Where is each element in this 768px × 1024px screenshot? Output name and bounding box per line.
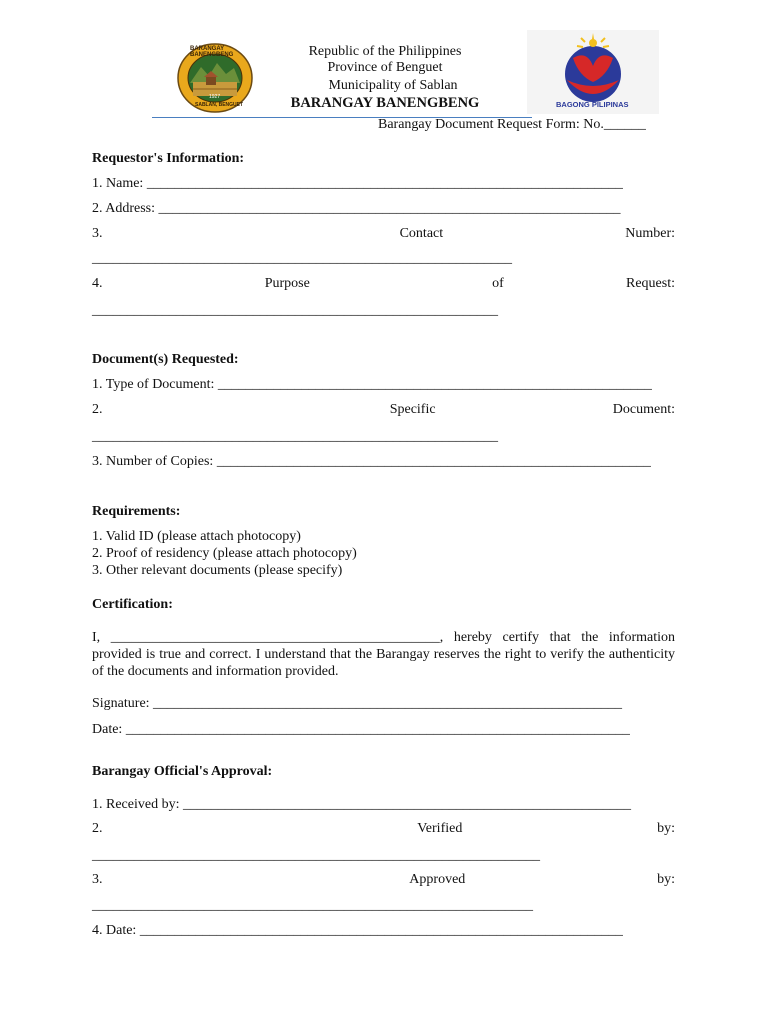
documents-heading: Document(s) Requested: (92, 352, 239, 367)
signature-field[interactable]: Signature: ___________________________________________________________________ (92, 696, 623, 711)
received-by-field[interactable]: 1. Received by: ________________________________________________________________ (92, 797, 631, 812)
approved-word: Approved (409, 872, 466, 887)
verified-by-label: by: (657, 821, 675, 836)
requirement-item: 3. Other relevant documents (please specify) (92, 563, 343, 578)
specific-num: 2. (92, 402, 103, 417)
document-type-field[interactable]: 1. Type of Document: ______________________________________________________________ (92, 377, 652, 392)
purpose-request-label: Request: (626, 276, 675, 291)
purpose-word: Purpose (264, 276, 310, 291)
verified-num: 2. (92, 821, 103, 836)
certification-text: I, _______________________________________________, hereby certify that the information provided is true and correct. I understand that the Barangay reserves the right to verify the authenticity of the documents and information provided. (92, 630, 675, 679)
name-field[interactable]: 1. Name: ____________________________________________________________________ (92, 176, 623, 191)
header-municipality: Municipality of Sablan (328, 78, 458, 93)
header-republic: Republic of the Philippines (308, 44, 462, 59)
certification-heading: Certification: (92, 597, 173, 612)
contact-row (92, 226, 675, 242)
certification-date-field[interactable]: Date: ________________________________________________________________________ (92, 722, 630, 737)
purpose-of: of (492, 276, 504, 291)
purpose-field[interactable]: __________________________________________________________ (92, 303, 498, 318)
approved-num: 3. (92, 872, 103, 887)
purpose-num: 4. (92, 276, 103, 291)
header-province: Province of Benguet (327, 60, 443, 75)
requirement-item: 2. Proof of residency (please attach photocopy) (92, 546, 357, 561)
specific-row (92, 402, 675, 418)
contact-word: Contact (399, 226, 444, 241)
approval-heading: Barangay Official's Approval: (92, 764, 273, 779)
approved-row (92, 872, 675, 888)
approval-date-field[interactable]: 4. Date: _____________________________________________________________________ (92, 923, 623, 938)
requirement-item: 1. Valid ID (please attach photocopy) (92, 529, 301, 544)
logo-text: BAGONG PILIPINAS (556, 100, 629, 109)
verified-by-field[interactable]: ________________________________________________________________ (92, 848, 540, 863)
contact-num: 3. (92, 226, 103, 241)
specific-document-label: Document: (612, 402, 675, 417)
requirements-heading: Requirements: (92, 504, 181, 519)
verified-row (92, 821, 675, 837)
verified-word: Verified (417, 821, 463, 836)
contact-number-field[interactable]: ____________________________________________________________ (92, 251, 512, 266)
form-number: Barangay Document Request Form: No.______ (378, 117, 646, 132)
approved-by-field[interactable]: _______________________________________________________________ (92, 898, 533, 913)
contact-number-label: Number: (625, 226, 675, 241)
requestor-heading: Requestor's Information: (92, 151, 245, 166)
specific-document-field[interactable]: __________________________________________________________ (92, 429, 498, 444)
bagong-pilipinas-logo (527, 30, 659, 114)
purpose-row (92, 276, 675, 292)
specific-word: Specific (389, 402, 436, 417)
copies-field[interactable]: 3. Number of Copies: ______________________________________________________________ (92, 454, 651, 469)
seal-ring-text: BARANGAY BANENGBENG (190, 46, 234, 58)
header-barangay: BARANGAY BANENGBENG (290, 95, 480, 111)
approved-by-label: by: (657, 872, 675, 887)
seal-year: 1927 (209, 94, 221, 100)
seal-bottom-text: SABLAN, BENGUET (195, 102, 244, 108)
address-field[interactable]: 2. Address: __________________________________________________________________ (92, 201, 621, 216)
